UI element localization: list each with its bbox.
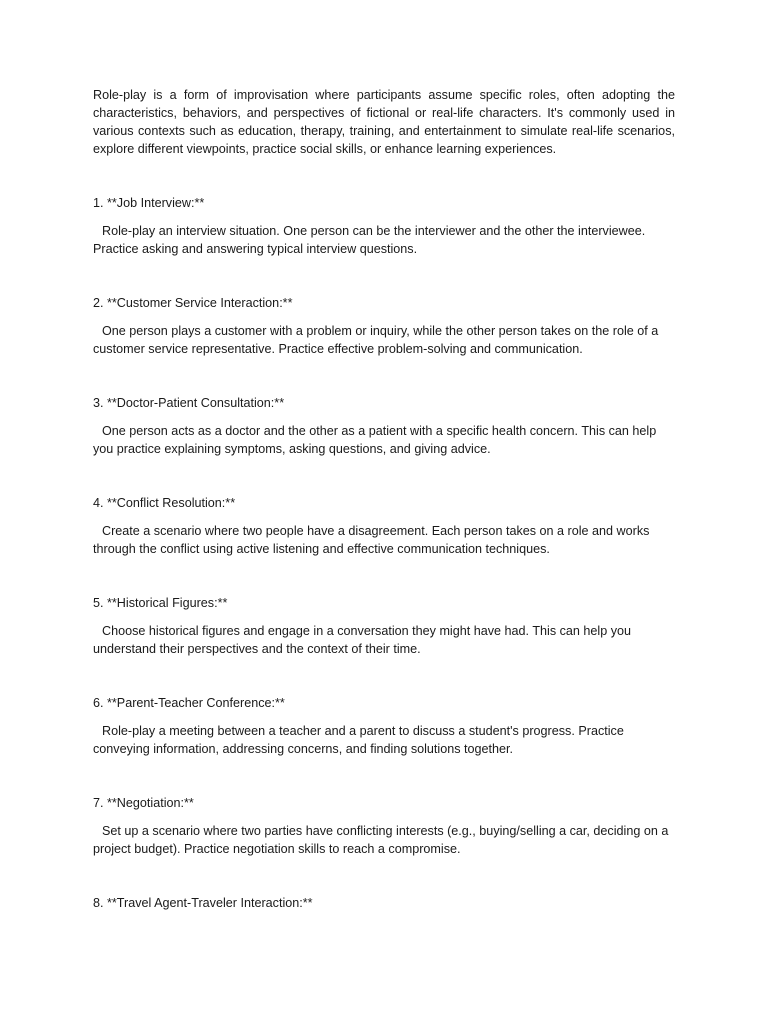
section-doctor-patient [93, 394, 675, 458]
section-body: Choose historical figures and engage in a conversation they might have had. This can help you understand their perspectives and the context of their time. [93, 624, 632, 656]
section-heading: 1. **Job Interview:** [93, 196, 205, 210]
document-page [93, 86, 675, 948]
section-heading: 4. **Conflict Resolution:** [93, 496, 236, 510]
section-body: Create a scenario where two people have a disagreement. Each person takes on a role and works through the conflict using active listening and effective communication techniques. [93, 524, 650, 556]
section-heading: 3. **Doctor-Patient Consultation:** [93, 396, 285, 410]
section-heading: 2. **Customer Service Interaction:** [93, 296, 293, 310]
section-conflict-resolution [93, 494, 675, 558]
section-customer-service [93, 294, 675, 358]
section-heading: 7. **Negotiation:** [93, 796, 194, 810]
intro-paragraph: Role-play is a form of improvisation where participants assume specific roles, often adopting the characteristics, behaviors, and perspectives of fictional or real-life characters. It's commonly used in various contexts such as education, therapy, training, and entertainment to simulate real-life scenarios, explore different viewpoints, practice social skills, or enhance learning experiences. [93, 88, 675, 156]
section-parent-teacher [93, 694, 675, 758]
section-historical-figures [93, 594, 675, 658]
section-travel-agent [93, 894, 675, 912]
section-job-interview [93, 194, 675, 258]
section-heading: 8. **Travel Agent-Traveler Interaction:** [93, 896, 313, 910]
section-heading: 6. **Parent-Teacher Conference:** [93, 696, 285, 710]
section-body: Role-play a meeting between a teacher and a parent to discuss a student's progress. Practice conveying information, addressing concerns, and finding solutions together. [93, 724, 624, 756]
section-heading: 5. **Historical Figures:** [93, 596, 228, 610]
section-body: Role-play an interview situation. One person can be the interviewer and the other the interviewee. Practice asking and answering typical interview questions. [93, 224, 646, 256]
section-body: One person plays a customer with a problem or inquiry, while the other person takes on the role of a customer service representative. Practice effective problem-solving and communication. [93, 324, 659, 356]
section-body: Set up a scenario where two parties have conflicting interests (e.g., buying/selling a car, deciding on a project budget). Practice negotiation skills to reach a compromise. [93, 824, 669, 856]
section-body: One person acts as a doctor and the other as a patient with a specific health concern. This can help you practice explaining symptoms, asking questions, and giving advice. [93, 424, 657, 456]
section-negotiation [93, 794, 675, 858]
